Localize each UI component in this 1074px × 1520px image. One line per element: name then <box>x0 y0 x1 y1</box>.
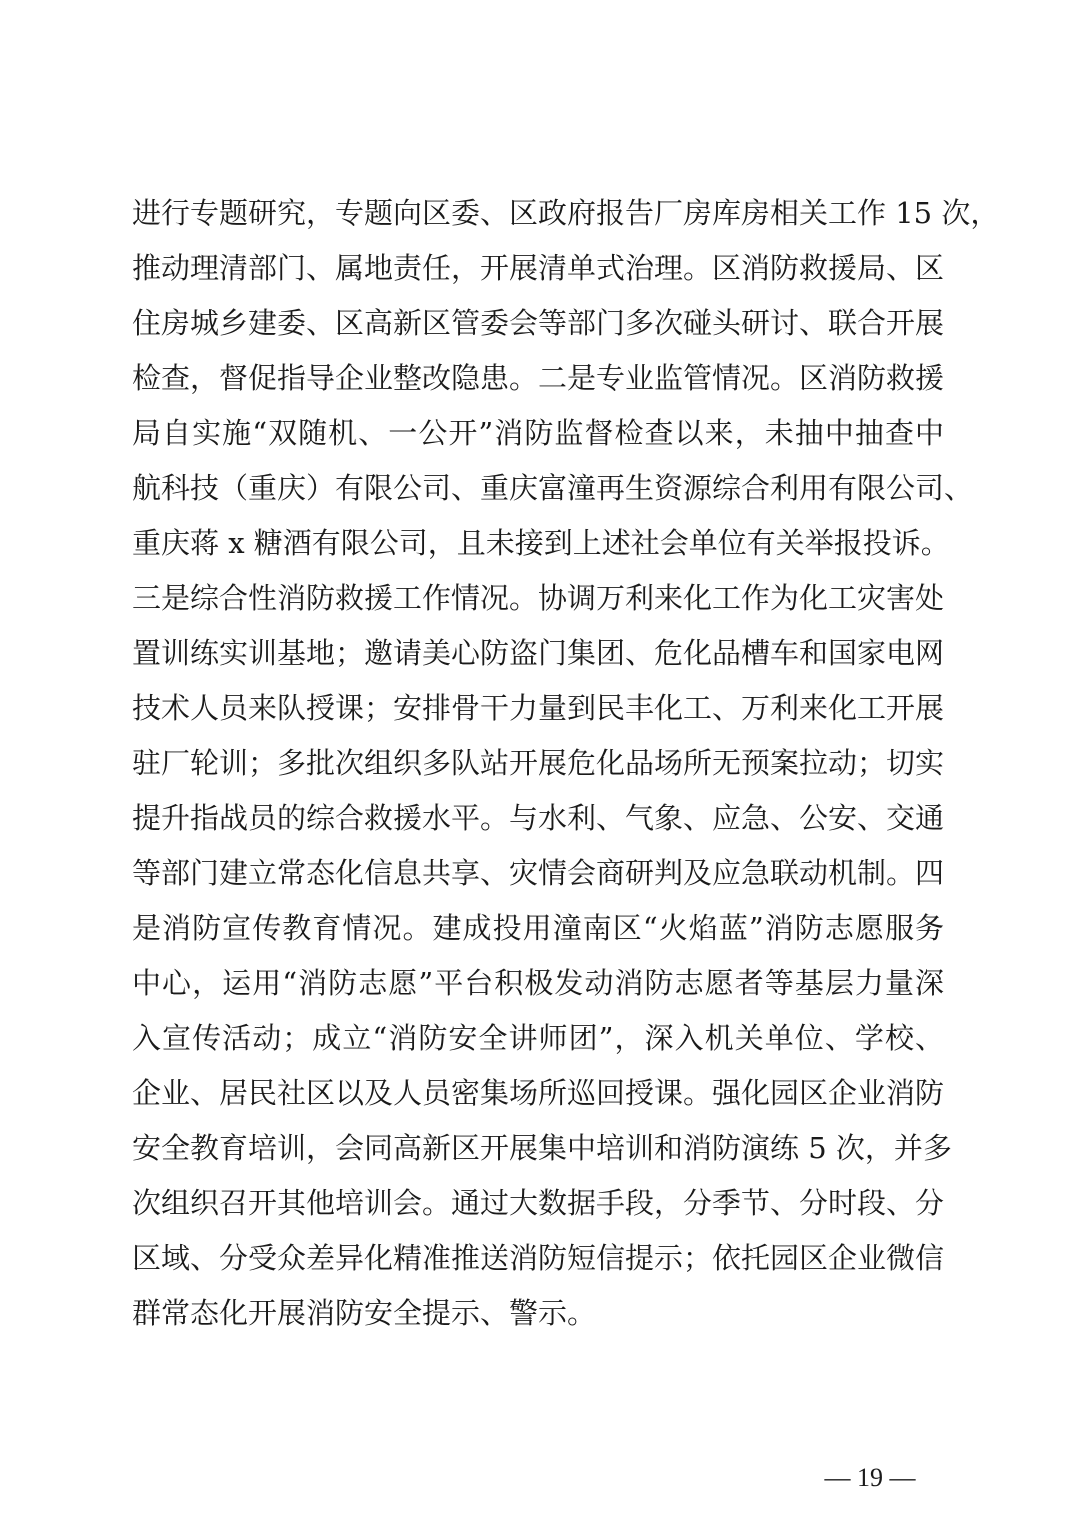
text-line: 技术人员来队授课；安排骨干力量到民丰化工、万利来化工开展 <box>132 691 945 725</box>
text-line: 入宣传活动；成立“消防安全讲师团”，深入机关单位、学校、 <box>132 1021 944 1055</box>
text-line: 提升指战员的综合救援水平。与水利、气象、应急、公安、交通 <box>132 801 945 835</box>
text-line: 是消防宣传教育情况。建成投用潼南区“火焰蓝”消防志愿服务 <box>132 911 944 945</box>
text-line: 中心，运用“消防志愿”平台积极发动消防志愿者等基层力量深 <box>132 966 944 1000</box>
text-line: 三是综合性消防救援工作情况。协调万利来化工作为化工灾害处 <box>132 581 945 615</box>
text-line: 等部门建立常态化信息共享、灾情会商研判及应急联动机制。四 <box>132 856 945 890</box>
text-line: 置训练实训基地；邀请美心防盗门集团、危化品槽车和国家电网 <box>132 636 945 670</box>
text-line: 驻厂轮训；多批次组织多队站开展危化品场所无预案拉动；切实 <box>132 746 945 780</box>
text-line: 检查，督促指导企业整改隐患。二是专业监管情况。区消防救援 <box>132 361 945 395</box>
text-line: 推动理清部门、属地责任，开展清单式治理。区消防救援局、区 <box>132 251 945 285</box>
text-line: 安全教育培训，会同高新区开展集中培训和消防演练 5 次，并多 <box>132 1131 952 1165</box>
text-line: 重庆蒋 x 糖酒有限公司，且未接到上述社会单位有关举报投诉。 <box>132 526 950 560</box>
text-line: 群常态化开展消防安全提示、警示。 <box>132 1296 597 1330</box>
text-line: 局自实施“双随机、一公开”消防监督检查以来，未抽中抽查中 <box>132 416 944 450</box>
body-paragraph <box>132 186 1000 1341</box>
text-line: 航科技（重庆）有限公司、重庆富潼再生资源综合利用有限公司、 <box>132 471 974 505</box>
text-line: 进行专题研究，专题向区委、区政府报告厂房库房相关工作 15 次， <box>132 196 1000 230</box>
text-line: 住房城乡建委、区高新区管委会等部门多次碰头研讨、联合开展 <box>132 306 945 340</box>
text-line: 次组织召开其他培训会。通过大数据手段，分季节、分时段、分 <box>132 1186 945 1220</box>
text-line: 企业、居民社区以及人员密集场所巡回授课。强化园区企业消防 <box>132 1076 945 1110</box>
page-number: — 19 — <box>824 1463 916 1492</box>
text-line: 区域、分受众差异化精准推送消防短信提示；依托园区企业微信 <box>132 1241 945 1275</box>
